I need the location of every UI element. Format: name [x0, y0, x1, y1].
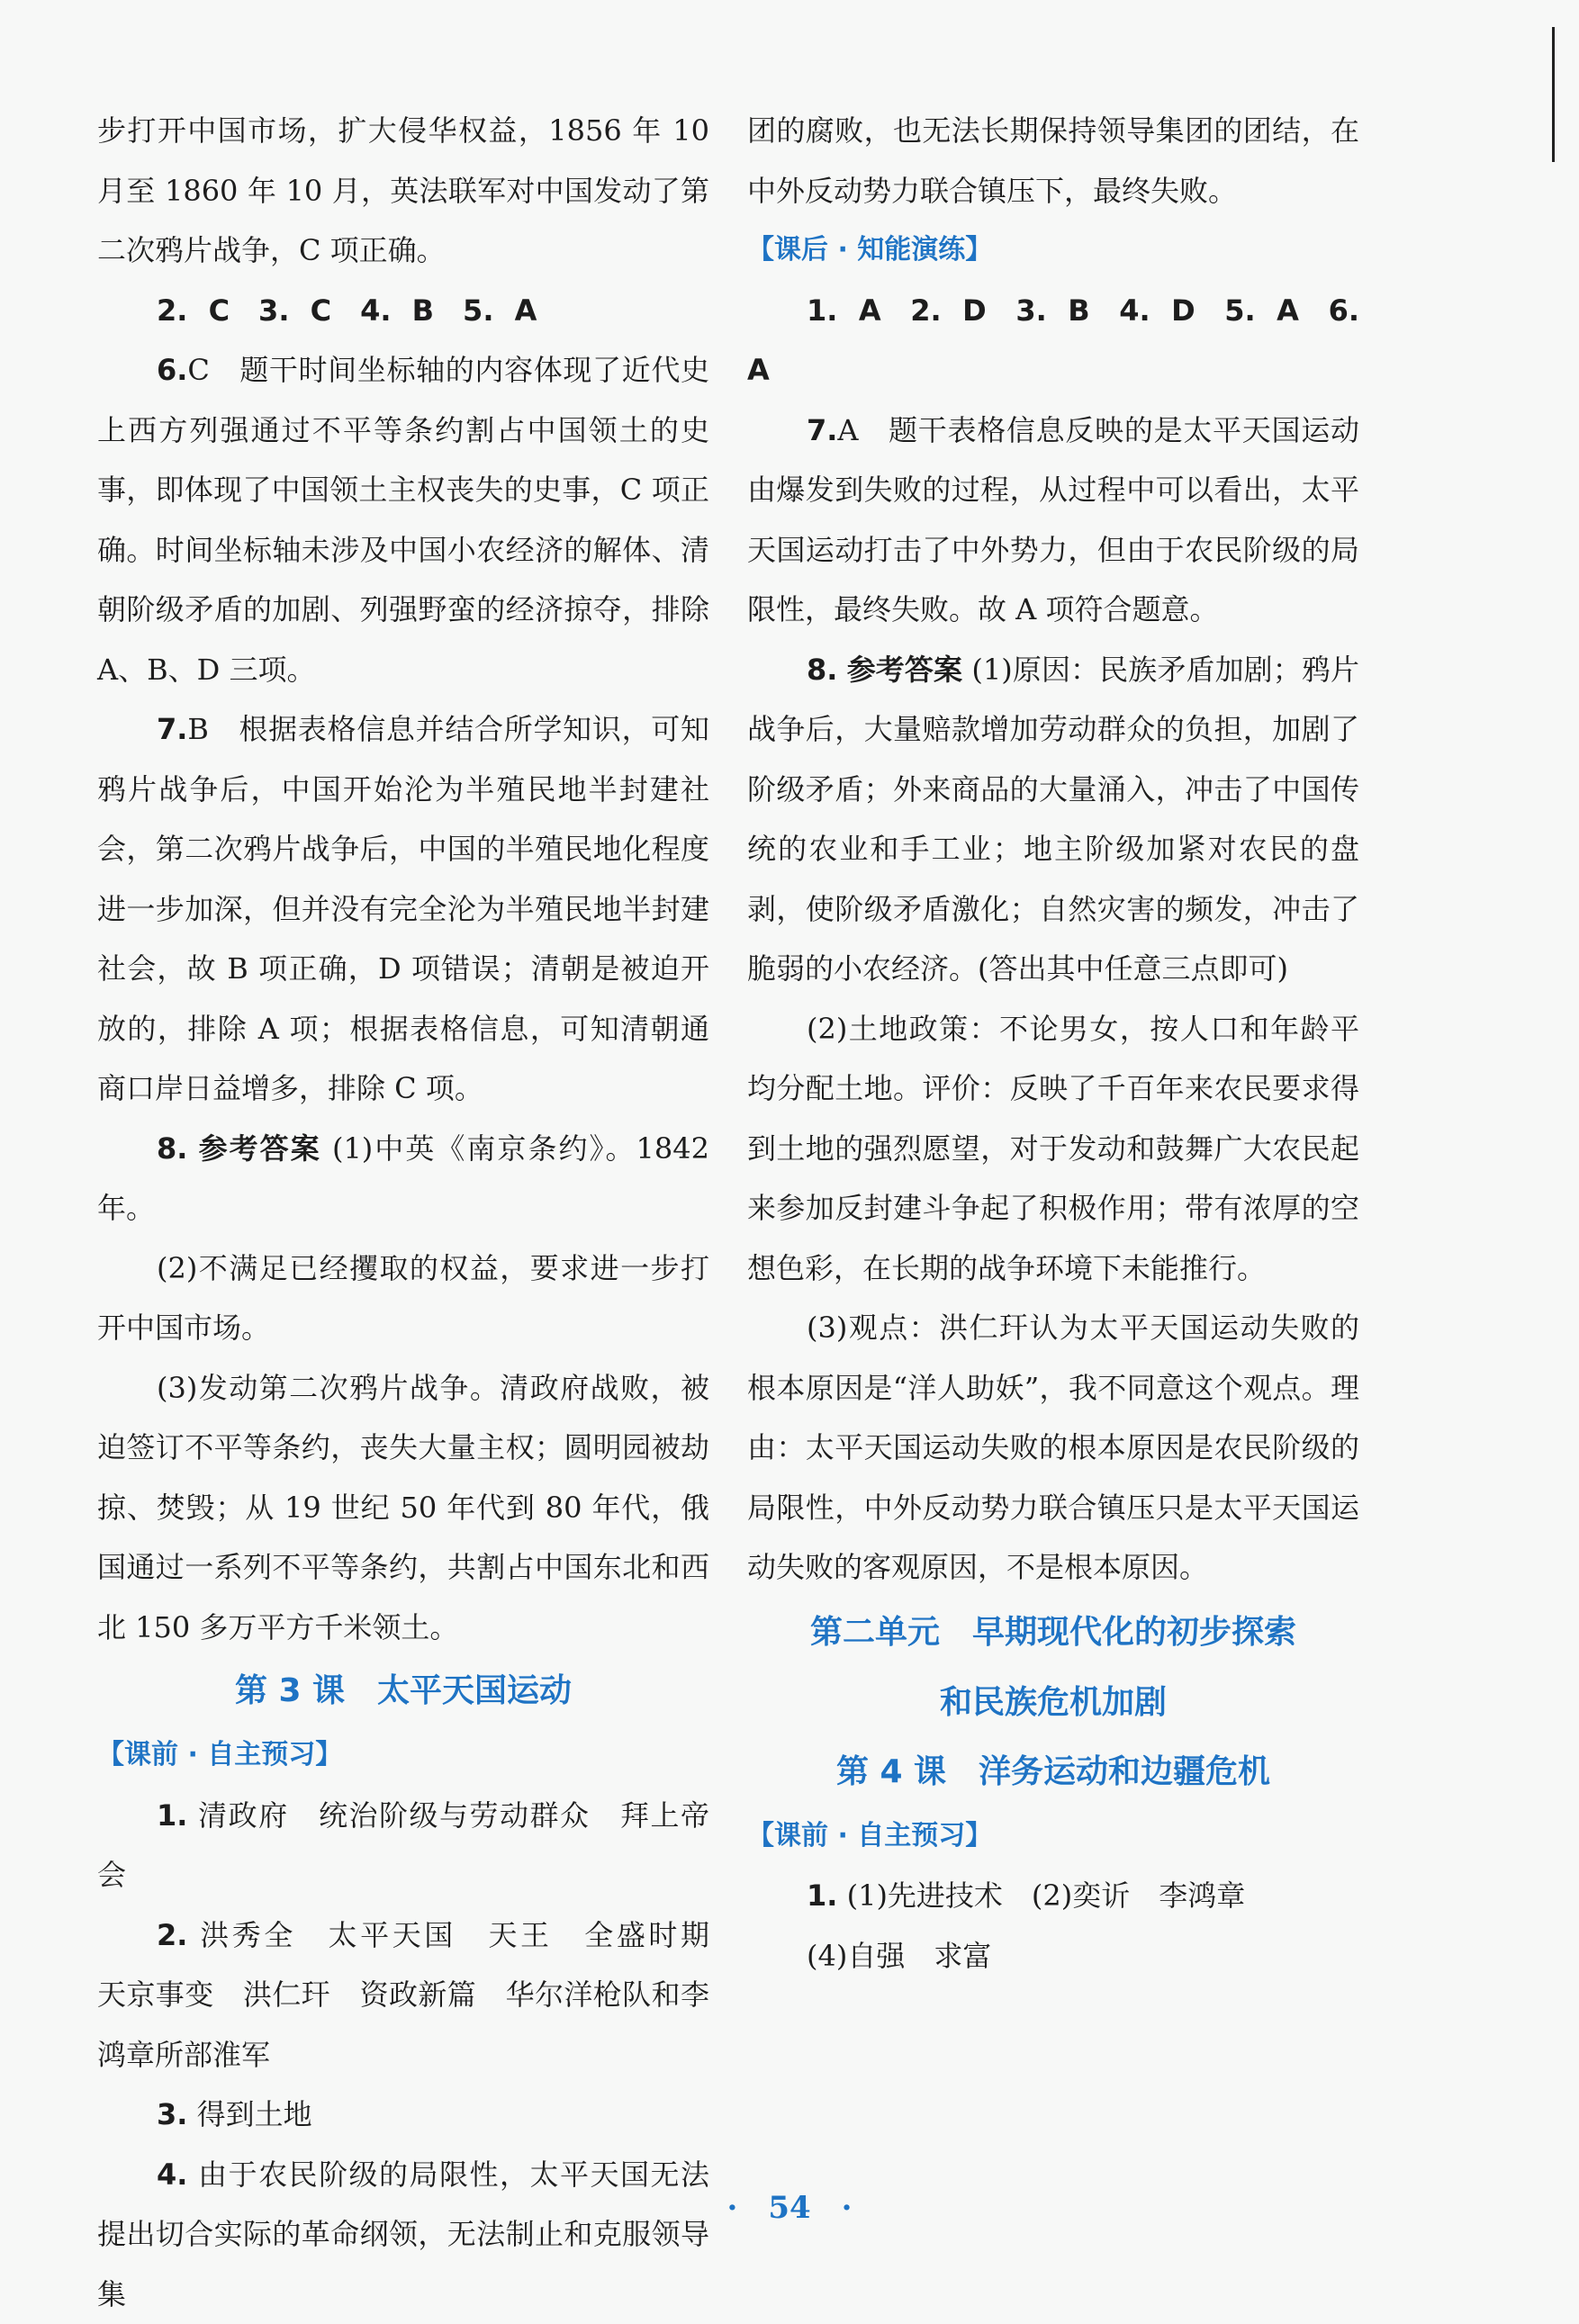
question-8-part-2: (2)土地政策：不论男女，按人口和年龄平均分配土地。评价：反映了千百年来农民要求得到土地的强烈愿望，对于发动和鼓舞广大农民起来参加反封建斗争起了积极作用；带有浓厚的空想色彩，在长期的战争环境下未能推行。: [747, 999, 1359, 1299]
answer-list: 1. A 2. D 3. B 4. D 5. A 6. A: [747, 293, 1359, 388]
preview-item-1-text: (1)先进技术 (2)奕䜣 李鸿章: [847, 1878, 1246, 1913]
question-number: 7.: [807, 413, 837, 447]
preview-item-3-text: 得到土地: [197, 2097, 312, 2131]
item-number: 4.: [157, 2157, 187, 2192]
preview-item-1: [747, 1866, 1359, 1926]
section-preview-heading: 【课前 · 自主预习】: [747, 1806, 1359, 1867]
lesson-4-title: 第 4 课 洋务运动和边疆危机: [747, 1738, 1359, 1806]
question-8-part-3: (3)发动第二次鸦片战争。清政府战败，被迫签订不平等条约，丧失大量主权；圆明园被劫掠、焚毁；从 19 世纪 50 年代到 80 年代，俄国通过一系列不平等条约，共割占中国东北和西北 150 多万平方千米领土。: [97, 1358, 709, 1658]
question-8-part-3: (3)观点：洪仁玕认为太平天国运动失败的根本原因是“洋人助妖”，我不同意这个观点。理由：太平天国运动失败的根本原因是农民阶级的局限性，中外反动势力联合镇压只是太平天国运动失败的客观原因，不是根本原因。: [747, 1298, 1359, 1598]
question-8: [97, 1119, 709, 1239]
item-number: 1.: [807, 1878, 837, 1913]
section-practice-heading: 【课后 · 知能演练】: [747, 221, 1359, 281]
right-column: [747, 101, 1359, 1986]
answer-label: 参考答案: [847, 653, 962, 687]
question-8-part-1: (1)原因：民族矛盾加剧；鸦片战争后，大量赔款增加劳动群众的负担，加剧了阶级矛盾；外来商品的大量涌入，冲击了中国传统的农业和手工业；地主阶级加紧对农民的盘剥，使阶级矛盾激化；自然灾害的频发，冲击了脆弱的小农经济。(答出其中任意三点即可): [747, 653, 1359, 986]
item-number: 1.: [157, 1798, 187, 1833]
preview-item-4: [97, 2145, 709, 2324]
question-7-text: B 根据表格信息并结合所学知识，可知鸦片战争后，中国开始沦为半殖民地半封建社会，第二次鸦片战争后，中国的半殖民地化程度进一步加深，但并没有完全沦为半殖民地半封建社会，故 B 项正确，D 项错误；清朝是被迫开放的，排除 A 项；根据表格信息，可知清朝通商口岸日益增多，排除 C 项。: [97, 712, 709, 1105]
preview-item-2-text: 洪秀全 太平天国 天王 全盛时期 天京事变 洪仁玕 资政新篇 华尔洋枪队和李鸿章所部淮军: [97, 1918, 738, 2072]
preview-item-3: [97, 2085, 709, 2145]
question-8-part-1: (1)中英《南京条约》。1842 年。: [97, 1131, 709, 1226]
question-7: [97, 699, 709, 1119]
question-8: [747, 640, 1359, 999]
preview-item-4-text: 由于农民阶级的局限性，太平天国无法提出切合实际的革命纲领，无法制止和克服领导集: [97, 2157, 709, 2311]
answers-2-5: [97, 281, 709, 341]
unit-2-title-line-1: 第二单元 早期现代化的初步探索: [747, 1598, 1359, 1668]
question-7: [747, 401, 1359, 640]
question-number: 7.: [157, 712, 187, 746]
item-number: 3.: [157, 2097, 187, 2131]
preview-item-1-text: 清政府 统治阶级与劳动群众 拜上帝会: [97, 1798, 709, 1893]
page-edge-line: [1552, 27, 1555, 162]
page-number: · 54 ·: [0, 2183, 1579, 2227]
answer-list: 2. C 3. C 4. B 5. A: [157, 293, 537, 328]
question-number: 8.: [807, 653, 837, 687]
question-7-text: A 题干表格信息反映的是太平天国运动由爆发到失败的过程，从过程中可以看出，太平天国运动打击了中外势力，但由于农民阶级的局限性，最终失败。故 A 项符合题意。: [747, 413, 1359, 627]
lesson-3-title: 第 3 课 太平天国运动: [97, 1657, 709, 1725]
preview-item-4: (4)自强 求富: [747, 1926, 1359, 1986]
answers-1-6: [747, 281, 1359, 401]
unit-2-title-line-2: 和民族危机加剧: [747, 1668, 1359, 1738]
paragraph-continued: 步打开中国市场，扩大侵华权益，1856 年 10 月至 1860 年 10 月，英法联军对中国发动了第二次鸦片战争，C 项正确。: [97, 101, 709, 281]
question-8-part-2: (2)不满足已经攫取的权益，要求进一步打开中国市场。: [97, 1239, 709, 1358]
answer-label: 参考答案: [199, 1131, 321, 1166]
item-number: 2.: [157, 1918, 187, 1952]
question-6-text: C 题干时间坐标轴的内容体现了近代史上西方列强通过不平等条约割占中国领土的史事，即体现了中国领土主权丧失的史事，C 项正确。时间坐标轴未涉及中国小农经济的解体、清朝阶级矛盾的加剧、列强野蛮的经济掠夺，排除 A、B、D 三项。: [97, 353, 709, 687]
question-number: 6.: [157, 353, 187, 387]
section-preview-heading: 【课前 · 自主预习】: [97, 1725, 709, 1786]
question-number: 8.: [157, 1131, 187, 1166]
preview-item-1: [97, 1786, 709, 1905]
question-6: [97, 340, 709, 699]
paragraph-continued: 团的腐败，也无法长期保持领导集团的团结，在中外反动势力联合镇压下，最终失败。: [747, 101, 1359, 221]
preview-item-2: [97, 1905, 709, 2085]
left-column: [97, 101, 709, 2324]
